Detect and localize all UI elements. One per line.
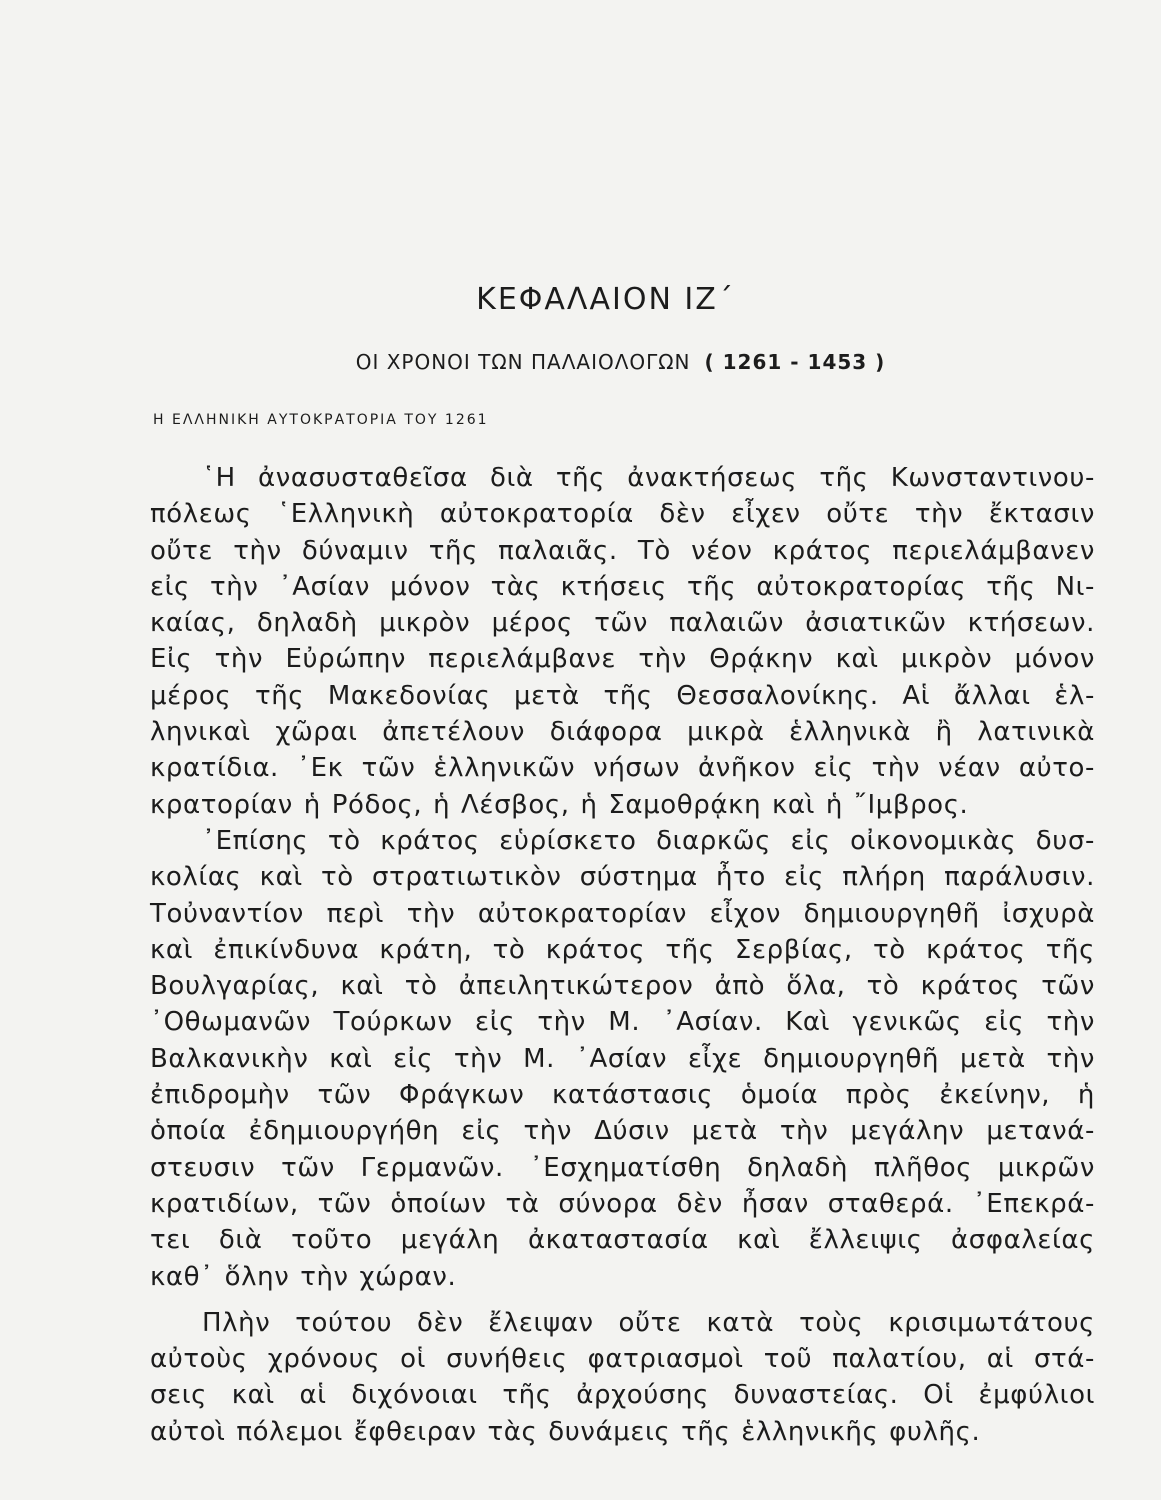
text-line: στευσιν τῶν Γερμανῶν. ᾿Εσχηματίσθη δηλαδὴ πλῆθος μικρῶν bbox=[150, 1152, 1095, 1183]
section-heading: Η ΕΛΛΗΝΙΚΗ ΑΥΤΟΚΡΑΤΟΡΙΑ ΤΟΥ 1261 bbox=[153, 412, 489, 428]
text-line: εἰς τὴν ᾿Ασίαν μόνον τὰς κτήσεις τῆς αὐτοκρατορίας τῆς Νι- bbox=[150, 571, 1095, 602]
subtitle-years: ( 1261 - 1453 ) bbox=[704, 350, 886, 374]
text-line: μέρος τῆς Μακεδονίας μετὰ τῆς Θεσσαλονίκης. Αἱ ἄλλαι ἑλ- bbox=[150, 680, 1095, 711]
text-line: Βουλγαρίας, καὶ τὸ ἀπειλητικώτερον ἀπὸ ὅλα, τὸ κράτος τῶν bbox=[150, 971, 1095, 1002]
text-line: κρατίδια. ᾿Εκ τῶν ἑλληνικῶν νήσων ἀνῆκον εἰς τὴν νέαν αὐτο- bbox=[150, 753, 1095, 784]
text-line: Βαλκανικὴν καὶ εἰς τὴν Μ. ᾿Ασίαν εἶχε δημιουργηθῆ μετὰ τὴν bbox=[150, 1043, 1095, 1074]
text-line: ᾿Οθωμανῶν Τούρκων εἰς τὴν Μ. ᾿Ασίαν. Καὶ γενικῶς εἰς τὴν bbox=[150, 1007, 1095, 1038]
chapter-subtitle bbox=[0, 350, 1161, 374]
text-line: ῾Η ἀνασυσταθεῖσα διὰ τῆς ἀνακτήσεως τῆς Κωνσταντινου- bbox=[202, 463, 1095, 493]
text-line: ᾿Επίσης τὸ κράτος εὑρίσκετο διαρκῶς εἰς οἰκονομικὰς δυσ- bbox=[202, 825, 1095, 856]
text-line: πόλεως ῾Ελληνικὴ αὐτοκρατορία δὲν εἶχεν οὔτε τὴν ἔκτασιν bbox=[150, 499, 1095, 530]
chapter-title: ΚΕΦΑΛΑΙΟΝ ΙΖ΄ bbox=[476, 282, 735, 317]
text-line: καθ᾿ ὅλην τὴν χώραν. bbox=[150, 1261, 457, 1292]
text-line: σεις καὶ αἱ διχόνοιαι τῆς ἀρχούσης δυναστείας. Οἱ ἐμφύλιοι bbox=[150, 1380, 1095, 1411]
text-line: ἐπιδρομὴν τῶν Φράγκων κατάστασις ὁμοία πρὸς ἐκείνην, ἡ bbox=[150, 1080, 1095, 1111]
text-line: Πλὴν τούτου δὲν ἔλειψαν οὔτε κατὰ τοὺς κρισιμωτάτους bbox=[202, 1307, 1095, 1338]
text-line: καίας, δηλαδὴ μικρὸν μέρος τῶν παλαιῶν ἀσιατικῶν κτήσεων. bbox=[150, 608, 1095, 639]
text-line: τει διὰ τοῦτο μεγάλη ἀκαταστασία καὶ ἔλλειψις ἀσφαλείας bbox=[150, 1225, 1095, 1256]
text-line: Τοὐναντίον περὶ τὴν αὐτοκρατορίαν εἶχον δημιουργηθῆ ἰσχυρὰ bbox=[150, 898, 1095, 929]
body-text bbox=[150, 460, 1095, 1450]
text-line: κολίας καὶ τὸ στρατιωτικὸν σύστημα ἦτο εἰς πλήρη παράλυσιν. bbox=[150, 862, 1095, 893]
text-line: ὁποία ἐδημιουργήθη εἰς τὴν Δύσιν μετὰ τὴν μεγάλην μετανά- bbox=[150, 1116, 1095, 1147]
text-line: ληνικαὶ χῶραι ἀπετέλουν διάφορα μικρὰ ἑλληνικὰ ἢ λατινικὰ bbox=[150, 717, 1095, 748]
text-line: οὔτε τὴν δύναμιν τῆς παλαιᾶς. Τὸ νέον κράτος περιελάμβανεν bbox=[150, 535, 1095, 566]
text-line: κρατιδίων, τῶν ὁποίων τὰ σύνορα δὲν ἦσαν σταθερά. ᾿Επεκρά- bbox=[150, 1188, 1095, 1219]
text-line: κρατορίαν ἡ Ρόδος, ἡ Λέσβος, ἡ Σαμοθρᾴκη καὶ ἡ ῎Ιμβρος. bbox=[150, 789, 969, 820]
subtitle-text: ΟΙ ΧΡΟΝΟΙ ΤΩΝ ΠΑΛΑΙΟΛΟΓΩΝ bbox=[355, 350, 691, 374]
text-line: καὶ ἐπικίνδυνα κράτη, τὸ κράτος τῆς Σερβίας, τὸ κράτος τῆς bbox=[150, 934, 1095, 965]
text-line: Εἰς τὴν Εὐρώπην περιελάμβανε τὴν Θρᾴκην καὶ μικρὸν μόνον bbox=[150, 644, 1095, 675]
text-line: αὐτοὺς χρόνους οἱ συνήθεις φατριασμοὶ τοῦ παλατίου, αἱ στά- bbox=[150, 1344, 1095, 1375]
text-line: αὐτοὶ πόλεμοι ἔφθειραν τὰς δυνάμεις τῆς ἑλληνικῆς φυλῆς. bbox=[150, 1416, 981, 1447]
